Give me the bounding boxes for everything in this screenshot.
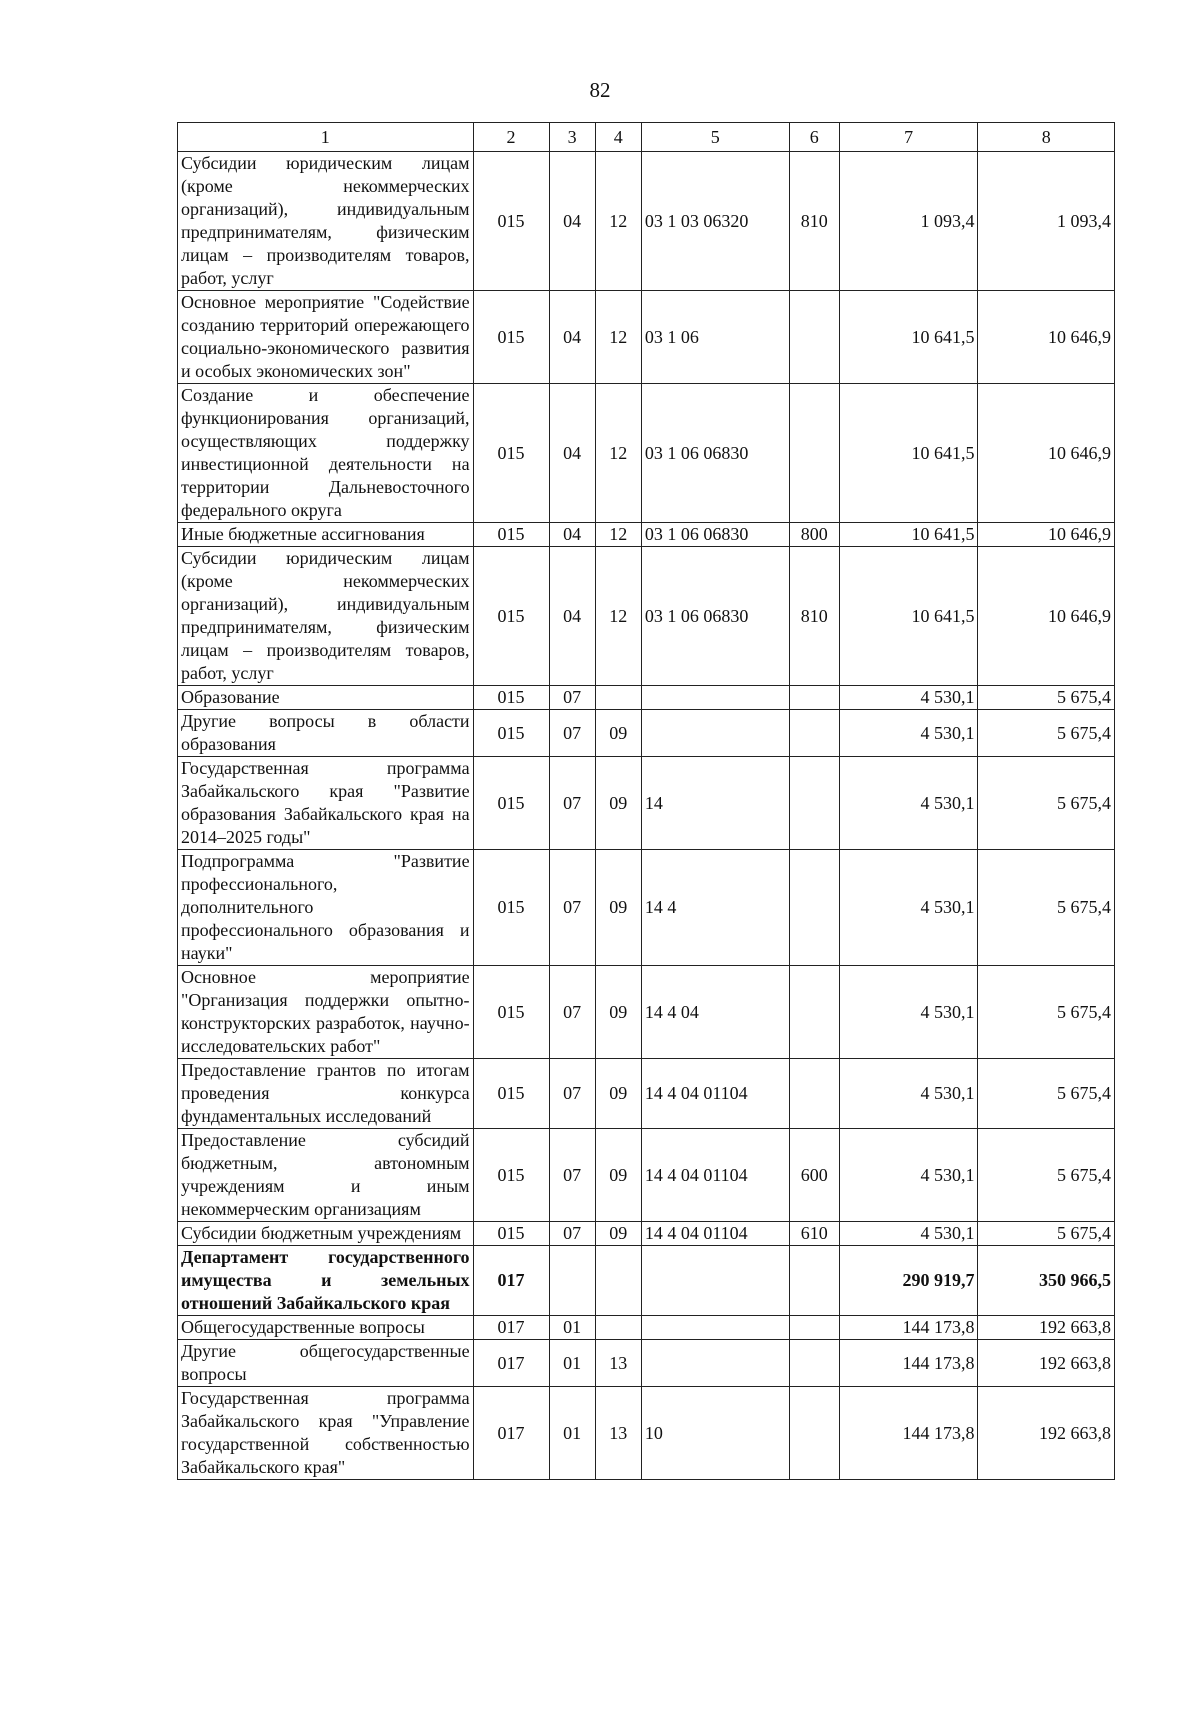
col5-cell: 10 xyxy=(641,1387,789,1480)
col3-cell: 07 xyxy=(549,1059,595,1129)
col5-cell: 03 1 03 06320 xyxy=(641,152,789,291)
col3-cell: 07 xyxy=(549,1129,595,1222)
col8-value-cell: 5 675,4 xyxy=(978,1222,1115,1246)
col7-value-cell: 4 530,1 xyxy=(839,966,978,1059)
col3-cell: 01 xyxy=(549,1316,595,1340)
col4-cell: 12 xyxy=(595,152,641,291)
row-name-cell: Другие вопросы в области образования xyxy=(178,710,474,757)
col4-cell xyxy=(595,686,641,710)
col7-value-cell: 4 530,1 xyxy=(839,1059,978,1129)
col5-cell xyxy=(641,1340,789,1387)
col6-cell: 610 xyxy=(789,1222,839,1246)
col5-cell: 14 xyxy=(641,757,789,850)
col4-cell xyxy=(595,1316,641,1340)
column-header: 7 xyxy=(839,123,978,152)
col5-cell: 03 1 06 xyxy=(641,291,789,384)
col3-cell: 04 xyxy=(549,547,595,686)
row-name-cell: Субсидии юридическим лицам (кроме некоммерческих организаций), индивидуальным предпринимателям, физическим лицам – производителям товаров, работ, услуг xyxy=(178,547,474,686)
col2-cell: 015 xyxy=(473,686,549,710)
row-name-cell: Предоставление грантов по итогам проведения конкурса фундаментальных исследований xyxy=(178,1059,474,1129)
col2-cell: 015 xyxy=(473,152,549,291)
table-row xyxy=(178,757,1115,850)
col6-cell xyxy=(789,291,839,384)
col8-value-cell: 192 663,8 xyxy=(978,1387,1115,1480)
col8-value-cell: 5 675,4 xyxy=(978,710,1115,757)
col3-cell: 04 xyxy=(549,291,595,384)
table-row xyxy=(178,850,1115,966)
col7-value-cell: 1 093,4 xyxy=(839,152,978,291)
col3-cell: 07 xyxy=(549,966,595,1059)
col4-cell: 12 xyxy=(595,547,641,686)
col7-value-cell: 4 530,1 xyxy=(839,1129,978,1222)
col2-cell: 015 xyxy=(473,1129,549,1222)
col2-cell: 017 xyxy=(473,1387,549,1480)
row-name-cell: Другие общегосударственные вопросы xyxy=(178,1340,474,1387)
row-name-cell: Департамент государственного имущества и земельных отношений Забайкальского края xyxy=(178,1246,474,1316)
col6-cell xyxy=(789,1340,839,1387)
col7-value-cell: 4 530,1 xyxy=(839,757,978,850)
col5-cell xyxy=(641,686,789,710)
col2-cell: 015 xyxy=(473,291,549,384)
col6-cell xyxy=(789,757,839,850)
col7-value-cell: 144 173,8 xyxy=(839,1340,978,1387)
col5-cell: 03 1 06 06830 xyxy=(641,547,789,686)
col7-value-cell: 10 641,5 xyxy=(839,547,978,686)
col2-cell: 015 xyxy=(473,966,549,1059)
table-row xyxy=(178,686,1115,710)
col3-cell: 07 xyxy=(549,686,595,710)
column-header: 2 xyxy=(473,123,549,152)
col2-cell: 015 xyxy=(473,710,549,757)
table-row xyxy=(178,152,1115,291)
row-name-cell: Субсидии бюджетным учреждениям xyxy=(178,1222,474,1246)
col3-cell: 04 xyxy=(549,523,595,547)
col7-value-cell: 144 173,8 xyxy=(839,1316,978,1340)
col7-value-cell: 4 530,1 xyxy=(839,1222,978,1246)
col6-cell xyxy=(789,710,839,757)
col2-cell: 015 xyxy=(473,850,549,966)
table-row xyxy=(178,1222,1115,1246)
table-row xyxy=(178,966,1115,1059)
col5-cell: 03 1 06 06830 xyxy=(641,384,789,523)
col6-cell xyxy=(789,1387,839,1480)
col5-cell: 14 4 04 xyxy=(641,966,789,1059)
table-row xyxy=(178,1316,1115,1340)
col7-value-cell: 4 530,1 xyxy=(839,686,978,710)
col3-cell: 04 xyxy=(549,384,595,523)
col6-cell xyxy=(789,686,839,710)
col6-cell: 800 xyxy=(789,523,839,547)
col3-cell: 01 xyxy=(549,1387,595,1480)
column-header: 8 xyxy=(978,123,1115,152)
col4-cell xyxy=(595,1246,641,1316)
column-header: 4 xyxy=(595,123,641,152)
col6-cell: 810 xyxy=(789,152,839,291)
col8-value-cell: 192 663,8 xyxy=(978,1316,1115,1340)
column-header: 6 xyxy=(789,123,839,152)
col5-cell xyxy=(641,1316,789,1340)
col8-value-cell: 1 093,4 xyxy=(978,152,1115,291)
col8-value-cell: 5 675,4 xyxy=(978,1059,1115,1129)
col6-cell: 600 xyxy=(789,1129,839,1222)
row-name-cell: Основное мероприятие "Содействие созданию территорий опережающего социально-экономического развития и особых экономических зон" xyxy=(178,291,474,384)
column-header: 3 xyxy=(549,123,595,152)
col2-cell: 017 xyxy=(473,1246,549,1316)
col8-value-cell: 5 675,4 xyxy=(978,850,1115,966)
col2-cell: 015 xyxy=(473,757,549,850)
row-name-cell: Создание и обеспечение функционирования организаций, осуществляющих поддержку инвестиционной деятельности на территории Дальневосточного федерального округа xyxy=(178,384,474,523)
col4-cell: 09 xyxy=(595,710,641,757)
col4-cell: 12 xyxy=(595,384,641,523)
table-row xyxy=(178,523,1115,547)
col4-cell: 09 xyxy=(595,966,641,1059)
col3-cell: 07 xyxy=(549,710,595,757)
col4-cell: 12 xyxy=(595,291,641,384)
col4-cell: 09 xyxy=(595,850,641,966)
col3-cell: 07 xyxy=(549,757,595,850)
col6-cell xyxy=(789,1316,839,1340)
col8-value-cell: 10 646,9 xyxy=(978,523,1115,547)
col4-cell: 09 xyxy=(595,757,641,850)
table-row xyxy=(178,710,1115,757)
col5-cell: 14 4 xyxy=(641,850,789,966)
col6-cell: 810 xyxy=(789,547,839,686)
col2-cell: 015 xyxy=(473,547,549,686)
row-name-cell: Государственная программа Забайкальского края "Развитие образования Забайкальского края на 2014–2025 годы" xyxy=(178,757,474,850)
col6-cell xyxy=(789,966,839,1059)
row-name-cell: Основное мероприятие "Организация поддержки опытно-конструкторских разработок, научно-исследовательских работ" xyxy=(178,966,474,1059)
col4-cell: 13 xyxy=(595,1340,641,1387)
col7-value-cell: 144 173,8 xyxy=(839,1387,978,1480)
table-row xyxy=(178,1340,1115,1387)
col6-cell xyxy=(789,1059,839,1129)
col6-cell xyxy=(789,850,839,966)
col2-cell: 015 xyxy=(473,384,549,523)
table-row xyxy=(178,1387,1115,1480)
row-name-cell: Субсидии юридическим лицам (кроме некоммерческих организаций), индивидуальным предпринимателям, физическим лицам – производителям товаров, работ, услуг xyxy=(178,152,474,291)
col4-cell: 13 xyxy=(595,1387,641,1480)
col6-cell xyxy=(789,1246,839,1316)
col5-cell: 14 4 04 01104 xyxy=(641,1222,789,1246)
col2-cell: 017 xyxy=(473,1340,549,1387)
col3-cell: 01 xyxy=(549,1340,595,1387)
col4-cell: 09 xyxy=(595,1129,641,1222)
row-name-cell: Иные бюджетные ассигнования xyxy=(178,523,474,547)
col2-cell: 017 xyxy=(473,1316,549,1340)
col5-cell: 14 4 04 01104 xyxy=(641,1129,789,1222)
column-header: 5 xyxy=(641,123,789,152)
col5-cell: 14 4 04 01104 xyxy=(641,1059,789,1129)
table-row xyxy=(178,547,1115,686)
col8-value-cell: 5 675,4 xyxy=(978,757,1115,850)
column-header-row xyxy=(178,123,1115,152)
col5-cell xyxy=(641,710,789,757)
col4-cell: 12 xyxy=(595,523,641,547)
col5-cell: 03 1 06 06830 xyxy=(641,523,789,547)
col5-cell xyxy=(641,1246,789,1316)
page-number: 82 xyxy=(589,78,611,102)
table-row xyxy=(178,1246,1115,1316)
row-name-cell: Государственная программа Забайкальского края "Управление государственной собственностью Забайкальского края" xyxy=(178,1387,474,1480)
col8-value-cell: 10 646,9 xyxy=(978,291,1115,384)
budget-table xyxy=(177,122,1115,1480)
row-name-cell: Предоставление субсидий бюджетным, автономным учреждениям и иным некоммерческим организациям xyxy=(178,1129,474,1222)
col2-cell: 015 xyxy=(473,523,549,547)
col7-value-cell: 290 919,7 xyxy=(839,1246,978,1316)
col6-cell xyxy=(789,384,839,523)
col8-value-cell: 10 646,9 xyxy=(978,384,1115,523)
col7-value-cell: 10 641,5 xyxy=(839,384,978,523)
col7-value-cell: 10 641,5 xyxy=(839,291,978,384)
col8-value-cell: 5 675,4 xyxy=(978,686,1115,710)
col2-cell: 015 xyxy=(473,1222,549,1246)
col3-cell xyxy=(549,1246,595,1316)
col8-value-cell: 192 663,8 xyxy=(978,1340,1115,1387)
col8-value-cell: 10 646,9 xyxy=(978,547,1115,686)
col8-value-cell: 5 675,4 xyxy=(978,966,1115,1059)
col8-value-cell: 350 966,5 xyxy=(978,1246,1115,1316)
column-header: 1 xyxy=(178,123,474,152)
table-row xyxy=(178,384,1115,523)
col7-value-cell: 10 641,5 xyxy=(839,523,978,547)
table-row xyxy=(178,291,1115,384)
col4-cell: 09 xyxy=(595,1222,641,1246)
table-row xyxy=(178,1129,1115,1222)
col8-value-cell: 5 675,4 xyxy=(978,1129,1115,1222)
row-name-cell: Образование xyxy=(178,686,474,710)
table-row xyxy=(178,1059,1115,1129)
row-name-cell: Подпрограмма "Развитие профессионального, дополнительного профессионального образования и науки" xyxy=(178,850,474,966)
col2-cell: 015 xyxy=(473,1059,549,1129)
col7-value-cell: 4 530,1 xyxy=(839,850,978,966)
col3-cell: 07 xyxy=(549,850,595,966)
col3-cell: 04 xyxy=(549,152,595,291)
col4-cell: 09 xyxy=(595,1059,641,1129)
col7-value-cell: 4 530,1 xyxy=(839,710,978,757)
col3-cell: 07 xyxy=(549,1222,595,1246)
row-name-cell: Общегосударственные вопросы xyxy=(178,1316,474,1340)
